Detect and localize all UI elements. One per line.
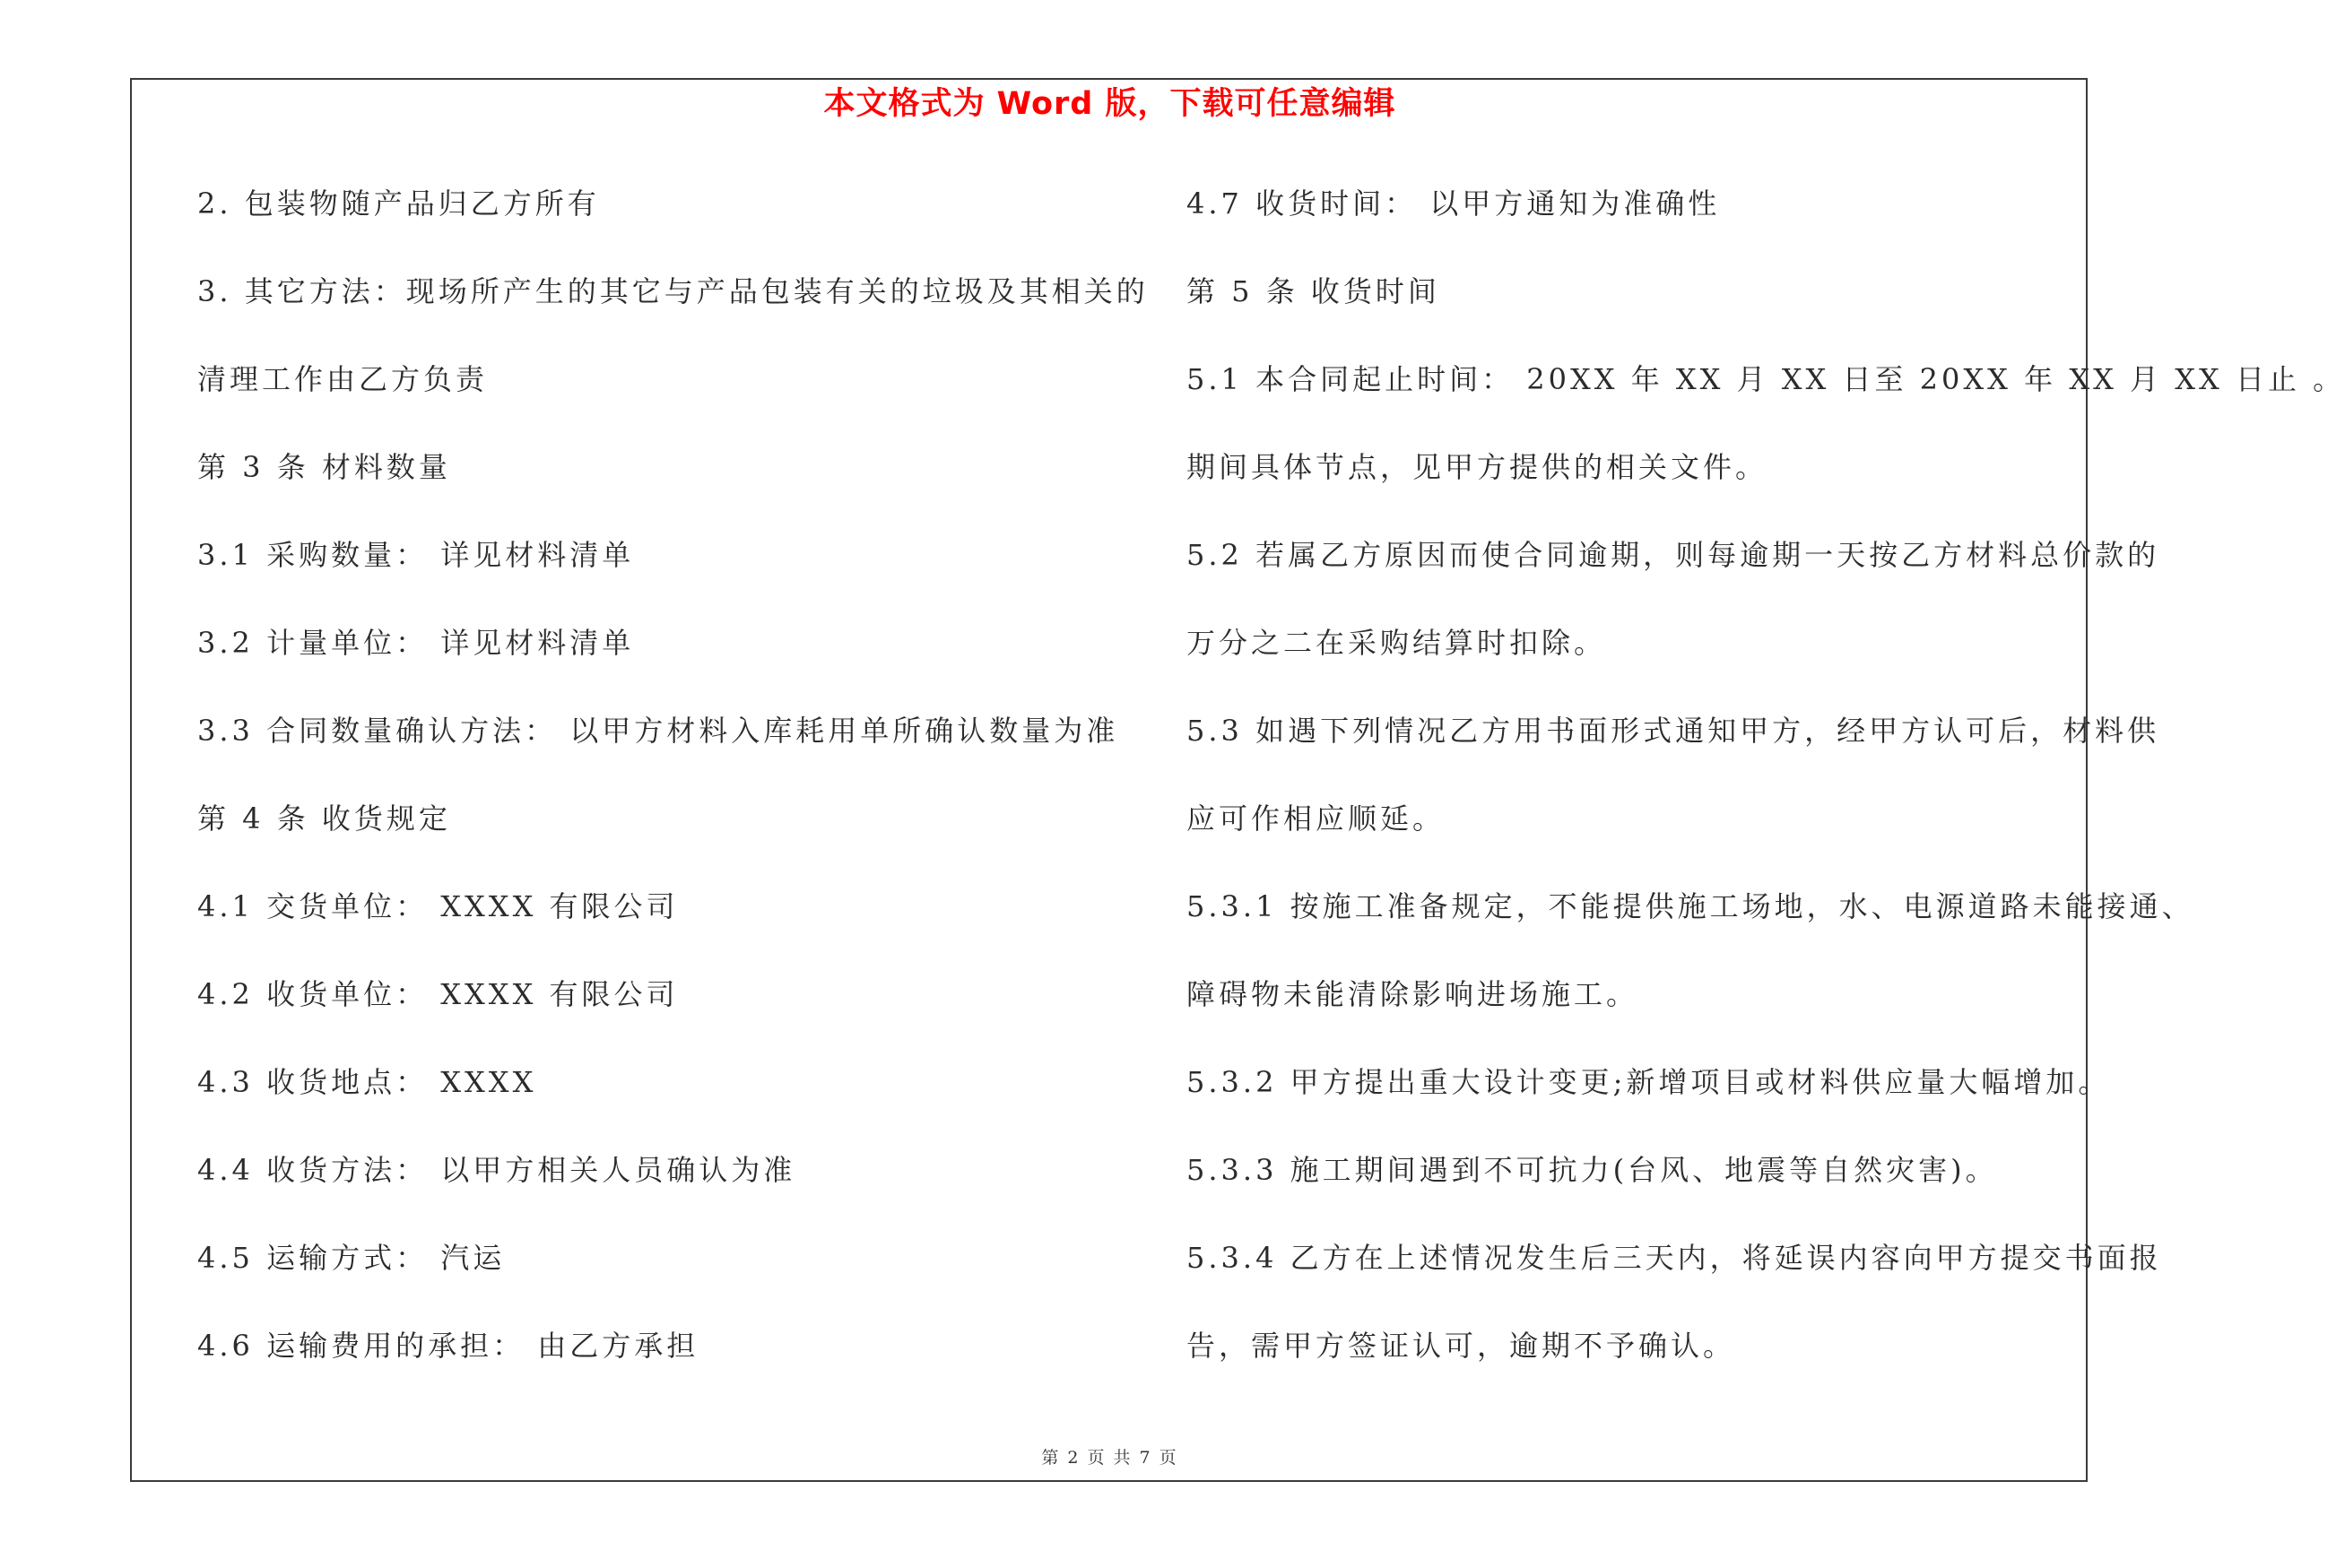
left-line: 2. 包装物随产品归乙方所有 <box>197 186 600 221</box>
section-heading: 第 3 条 材料数量 <box>197 450 451 484</box>
left-column <box>197 178 1149 1408</box>
right-line: 5.1 本合同起止时间： 20XX 年 XX 月 XX 日至 20XX 年 XX 月 XX 日止 。 <box>1186 362 2345 396</box>
left-line: 4.2 收货单位： XXXX 有限公司 <box>197 977 679 1011</box>
right-column <box>1186 178 2345 1408</box>
right-line: 5.2 若属乙方原因而使合同逾期，则每逾期一天按乙方材料总价款的 <box>1186 538 2160 572</box>
format-banner: 本文格式为 Word 版，下载可任意编辑 <box>823 86 1396 122</box>
left-line: 3.2 计量单位： 详见材料清单 <box>197 626 635 660</box>
right-line: 障碍物未能清除影响进场施工。 <box>1186 977 1639 1011</box>
right-line: 告，需甲方签证认可，逾期不予确认。 <box>1186 1329 1736 1363</box>
left-line: 4.4 收货方法： 以甲方相关人员确认为准 <box>197 1153 796 1187</box>
right-line: 5.3.4 乙方在上述情况发生后三天内，将延误内容向甲方提交书面报 <box>1186 1241 2162 1275</box>
left-line: 清理工作由乙方负责 <box>197 362 489 396</box>
right-line: 期间具体节点，见甲方提供的相关文件。 <box>1186 450 1768 484</box>
section-heading: 第 5 条 收货时间 <box>1186 274 1440 308</box>
right-line: 4.7 收货时间： 以甲方通知为准确性 <box>1186 186 1721 221</box>
left-line: 4.6 运输费用的承担： 由乙方承担 <box>197 1329 699 1363</box>
left-line: 4.1 交货单位： XXXX 有限公司 <box>197 889 679 923</box>
page-number-footer: 第 2 页 共 7 页 <box>1041 1448 1178 1468</box>
right-line: 5.3.2 甲方提出重大设计变更;新增项目或材料供应量大幅增加。 <box>1186 1065 2111 1099</box>
left-line: 3.3 合同数量确认方法： 以甲方材料入库耗用单所确认数量为准 <box>197 714 1119 748</box>
left-line: 4.5 运输方式： 汽运 <box>197 1241 506 1275</box>
right-line: 应可作相应顺延。 <box>1186 801 1446 836</box>
right-line: 万分之二在采购结算时扣除。 <box>1186 626 1607 660</box>
right-line: 5.3 如遇下列情况乙方用书面形式通知甲方，经甲方认可后，材料供 <box>1186 714 2160 748</box>
right-line: 5.3.1 按施工准备规定，不能提供施工场地，水、电源道路未能接通、 <box>1186 889 2194 923</box>
section-heading: 第 4 条 收货规定 <box>197 801 451 836</box>
left-line: 3. 其它方法：现场所产生的其它与产品包装有关的垃圾及其相关的 <box>197 274 1149 308</box>
left-line: 4.3 收货地点： XXXX <box>197 1065 537 1099</box>
left-line: 3.1 采购数量： 详见材料清单 <box>197 538 635 572</box>
right-line: 5.3.3 施工期间遇到不可抗力(台风、地震等自然灾害)。 <box>1186 1153 1998 1187</box>
